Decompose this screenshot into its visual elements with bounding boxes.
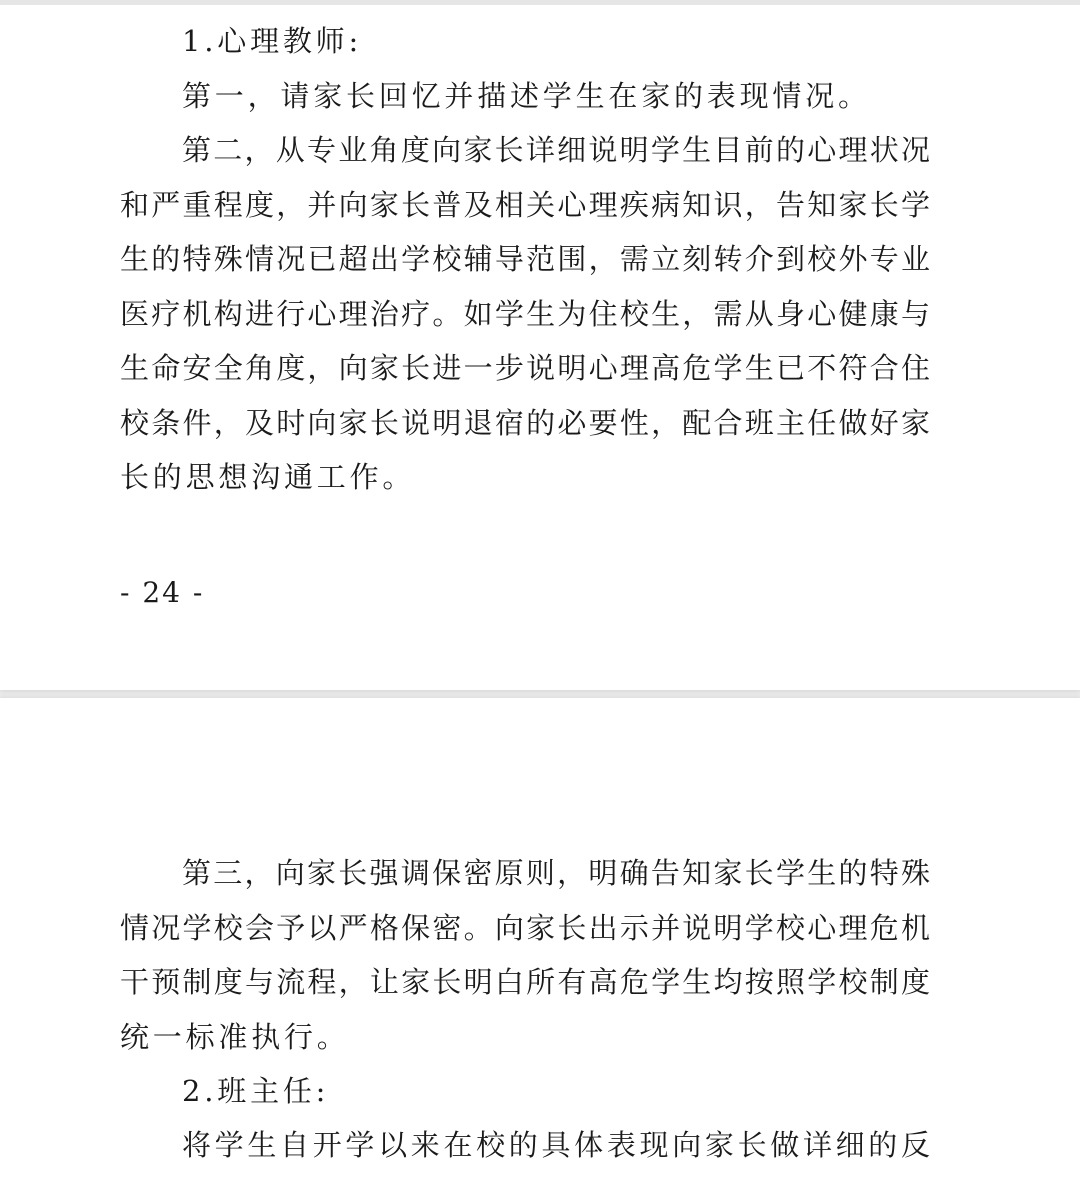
section-heading-psych-teacher: 1.心理教师:: [182, 24, 363, 58]
paragraph-step-two-line: 生命安全角度，向家长进一步说明心理高危学生已不符合住: [120, 351, 930, 385]
paragraph-step-two-line: 长的思想沟通工作。: [120, 460, 416, 494]
paragraph-head-teacher-line: 将学生自开学以来在校的具体表现向家长做详细的反: [182, 1128, 930, 1162]
paragraph-step-three-line: 第三，向家长强调保密原则，明确告知家长学生的特殊: [182, 856, 930, 890]
paragraph-step-two-line: 生的特殊情况已超出学校辅导范围，需立刻转介到校外专业: [120, 242, 930, 276]
paragraph-step-three-line: 情况学校会予以严格保密。向家长出示并说明学校心理危机: [120, 911, 930, 945]
paragraph-step-two-line: 医疗机构进行心理治疗。如学生为住校生，需从身心健康与: [120, 297, 930, 331]
paragraph-step-one: 第一，请家长回忆并描述学生在家的表现情况。: [182, 79, 871, 113]
page-number: - 24 -: [120, 576, 205, 609]
paragraph-step-three-line: 干预制度与流程，让家长明白所有高危学生均按照学校制度: [120, 965, 930, 999]
document-page-bottom: [0, 698, 1080, 1192]
paragraph-step-three-line: 统一标准执行。: [120, 1020, 350, 1054]
paragraph-step-two-line: 第二，从专业角度向家长详细说明学生目前的心理状况: [182, 133, 930, 167]
paragraph-step-two-line: 校条件，及时向家长说明退宿的必要性，配合班主任做好家: [120, 406, 930, 440]
section-heading-head-teacher: 2.班主任:: [182, 1074, 330, 1108]
paragraph-step-two-line: 和严重程度，并向家长普及相关心理疾病知识，告知家长学: [120, 188, 930, 222]
